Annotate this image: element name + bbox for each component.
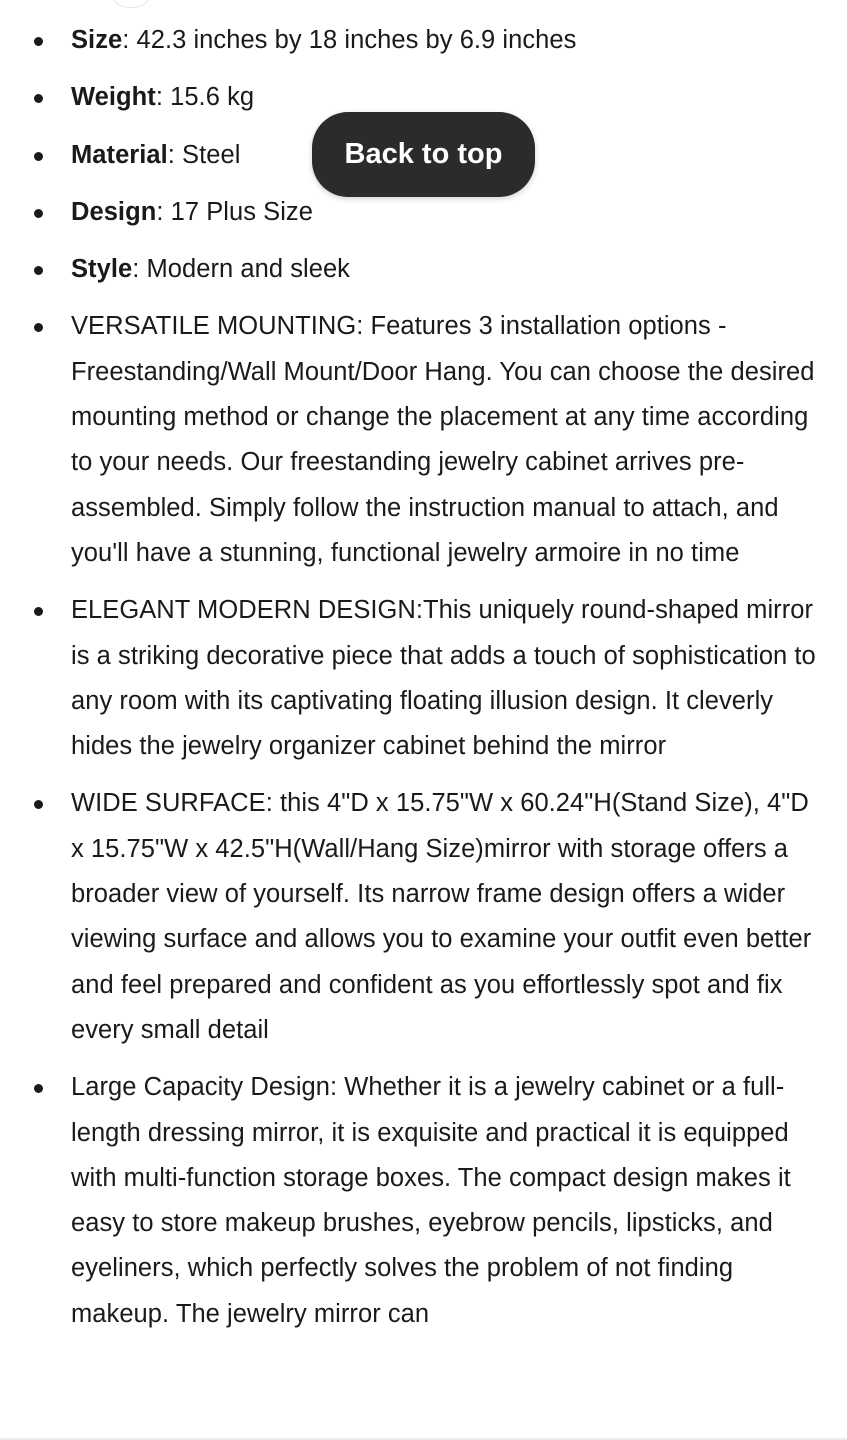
bullet-icon — [34, 323, 43, 332]
bullet-icon — [34, 800, 43, 809]
bullet-icon — [34, 152, 43, 161]
product-details-list — [0, 18, 847, 1349]
spec-label: Design — [71, 197, 157, 226]
feature-text: VERSATILE MOUNTING: Features 3 installation options - Freestanding/Wall Mount/Door Hang. You can choose the desired mounting method or change the placement at any time according to your needs. Our freestanding jewelry cabinet arrives pre-assembled. Simply follow the instruction manual to attach, and you'll have a stunning, functional jewelry armoire in no time — [71, 312, 815, 567]
back-to-top-button[interactable]: Back to top — [312, 112, 535, 197]
feature-item-design — [0, 588, 847, 769]
bullet-icon — [34, 94, 43, 103]
feature-text: WIDE SURFACE: this 4"D x 15.75"W x 60.24"H(Stand Size), 4"D x 15.75"W x 42.5"H(Wall/Hang Size)mirror with storage offers a broader view of yourself. Its narrow frame design offers a wider viewing surface and allows you to examine your outfit even better and feel prepared and confident as you effortlessly spot and fix every small detail — [71, 789, 812, 1044]
spec-value: : 15.6 kg — [155, 83, 255, 112]
top-control-edge — [113, 0, 149, 8]
feature-item-surface — [0, 781, 847, 1053]
spec-item-style — [0, 247, 847, 292]
spec-item-size — [0, 18, 847, 63]
feature-item-mounting — [0, 304, 847, 576]
bullet-icon — [34, 37, 43, 46]
spec-value: : 42.3 inches by 18 inches by 6.9 inches — [122, 26, 577, 54]
bullet-icon — [34, 607, 43, 616]
feature-item-capacity — [0, 1065, 847, 1337]
spec-value: : Modern and sleek — [132, 255, 350, 284]
spec-label: Style — [71, 255, 133, 284]
bullet-icon — [34, 209, 43, 218]
feature-text: Large Capacity Design: Whether it is a jewelry cabinet or a full-length dressing mirror, it is exquisite and practical it is equipped with multi-function storage boxes. The compact design makes it easy to store makeup brushes, eyebrow pencils, lipsticks, and eyeliners, which perfectly solves the problem of not finding makeup. The jewelry mirror can — [71, 1073, 791, 1328]
spec-label: Weight — [71, 83, 156, 112]
spec-value: : 17 Plus Size — [156, 197, 313, 226]
spec-value: : Steel — [167, 140, 241, 169]
spec-label: Size — [71, 26, 123, 54]
bullet-icon — [34, 1084, 43, 1093]
bullet-icon — [34, 266, 43, 275]
spec-label: Material — [71, 140, 168, 169]
feature-text: ELEGANT MODERN DESIGN:This uniquely round-shaped mirror is a striking decorative piece that adds a touch of sophistication to any room with its captivating floating illusion design. It cleverly hides the jewelry organizer cabinet behind the mirror — [71, 596, 816, 761]
